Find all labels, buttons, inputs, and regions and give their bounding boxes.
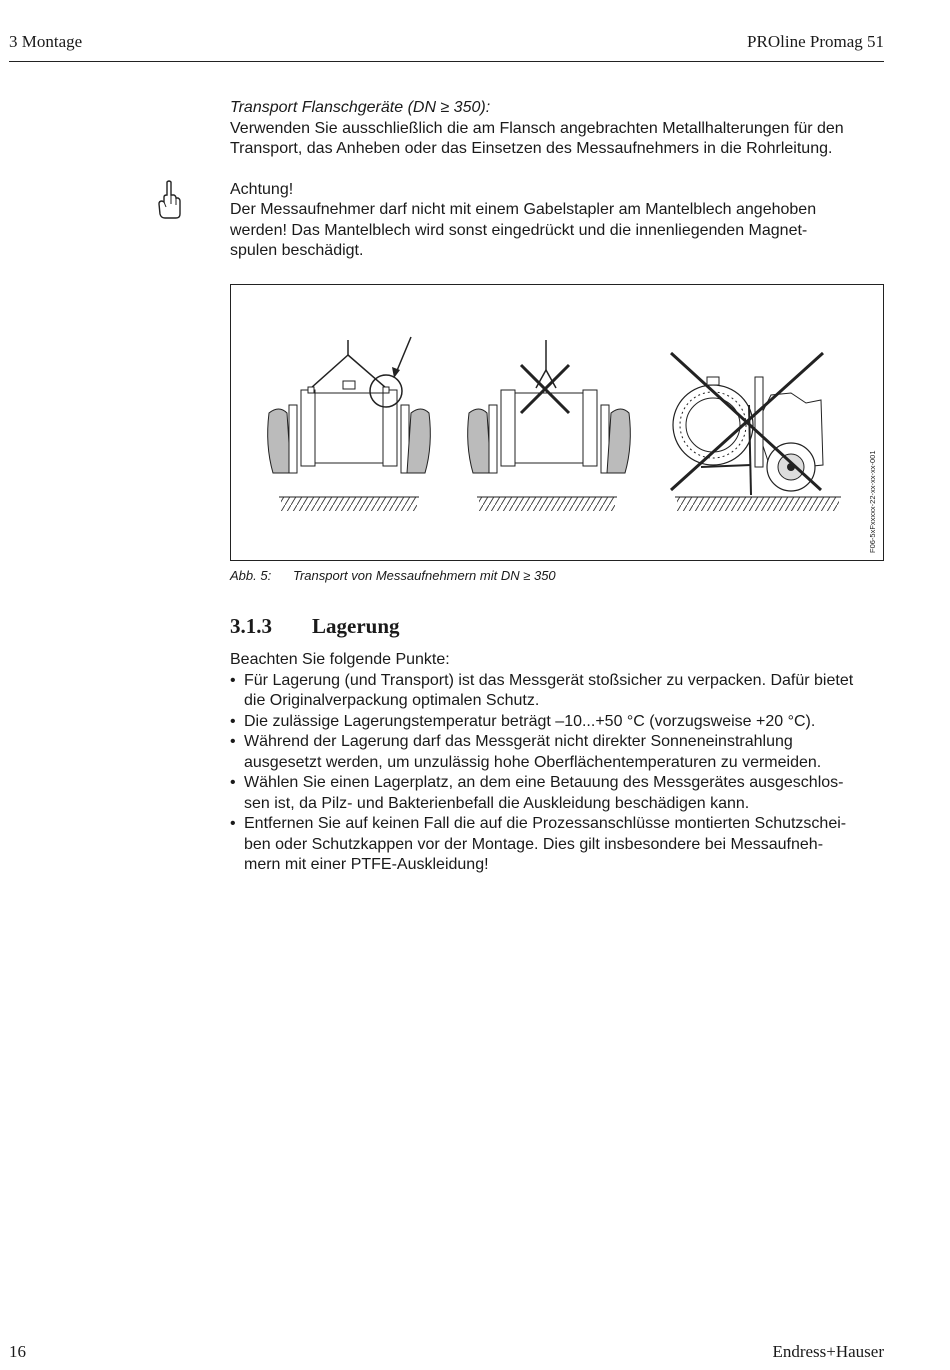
- transport-line: Verwenden Sie ausschließlich die am Flansch angebrachten Metallhalterungen für den: [230, 119, 844, 137]
- transport-figure: [230, 284, 884, 561]
- page-number: 16: [9, 1342, 26, 1361]
- forklift-scene: [671, 353, 841, 511]
- list-item-line: Während der Lagerung darf das Messgerät nicht direkter Sonneneinstrahlung: [244, 733, 793, 750]
- page-footer: [9, 1342, 884, 1362]
- list-item: [230, 732, 890, 773]
- warning-title: Achtung!: [230, 180, 294, 198]
- section-number: 3.1.3: [230, 614, 272, 638]
- list-item-line: Für Lagerung (und Transport) ist das Messgerät stoßsicher zu verpacken. Dafür bietet: [244, 671, 854, 689]
- transport-heading: Transport Flanschgeräte (DN ≥ 350):: [230, 99, 491, 116]
- chapter-title: 3 Montage: [9, 32, 83, 51]
- correct-lifting-scene: [268, 337, 431, 511]
- list-item-line: Wählen Sie einen Lagerplatz, an dem eine Betauung des Messgerätes ausgeschlos-: [244, 774, 844, 791]
- transport-section: [230, 98, 885, 282]
- wrong-lifting-scene: [468, 340, 631, 511]
- list-item-line: ausgesetzt werden, um unzulässig hohe Oberflächentemperaturen zu vermeiden.: [244, 753, 822, 771]
- list-item-line: Die zulässige Lagerungstemperatur beträgt –10...+50 °C (vorzugsweise +20 °C).: [244, 712, 816, 730]
- list-item: [230, 671, 890, 712]
- warning-line: Der Messaufnehmer darf nicht mit einem Gabelstapler am Mantelblech angehoben: [230, 201, 817, 218]
- figure-caption: [230, 568, 556, 583]
- brand-name: Endress+Hauser: [772, 1342, 884, 1361]
- storage-section: [230, 650, 890, 876]
- page-header: [9, 30, 884, 62]
- hand-pointer-icon: [156, 180, 182, 220]
- figure-code: F06-5xFxxxxx-22-xx-xx-xx-001: [868, 450, 877, 553]
- warning-line: spulen beschädigt.: [230, 242, 364, 259]
- product-name: PROline Promag 51: [747, 32, 884, 51]
- storage-intro: Beachten Sie folgende Punkte:: [230, 651, 450, 668]
- list-item-line: ben oder Schutzkappen vor der Montage. Dies gilt insbesondere bei Messaufneh-: [244, 835, 824, 853]
- list-item-line: Entfernen Sie auf keinen Fall die auf die Prozessanschlüsse montierten Schutzschei-: [244, 815, 847, 832]
- caption-text: Transport von Messaufnehmern mit DN ≥ 350: [293, 568, 556, 583]
- transport-line: Transport, das Anheben oder das Einsetzen des Messaufnehmers in die Rohrleitung.: [230, 140, 833, 157]
- list-item-line: die Originalverpackung optimalen Schutz.: [244, 692, 540, 709]
- transport-illustration: [231, 285, 883, 560]
- list-item: [230, 773, 890, 814]
- list-item: [230, 712, 890, 733]
- list-item-line: mern mit einer PTFE-Auskleidung!: [244, 856, 489, 873]
- warning-line: werden! Das Mantelblech wird sonst eingedrückt und die innenliegenden Magnet-: [230, 221, 808, 239]
- list-item-line: sen ist, da Pilz- und Bakterienbefall die Auskleidung beschädigen kann.: [244, 794, 750, 812]
- section-heading: [230, 614, 400, 639]
- storage-list: [230, 671, 890, 876]
- caption-number: Abb. 5:: [230, 568, 272, 583]
- list-item: [230, 814, 890, 876]
- section-title: Lagerung: [312, 614, 400, 638]
